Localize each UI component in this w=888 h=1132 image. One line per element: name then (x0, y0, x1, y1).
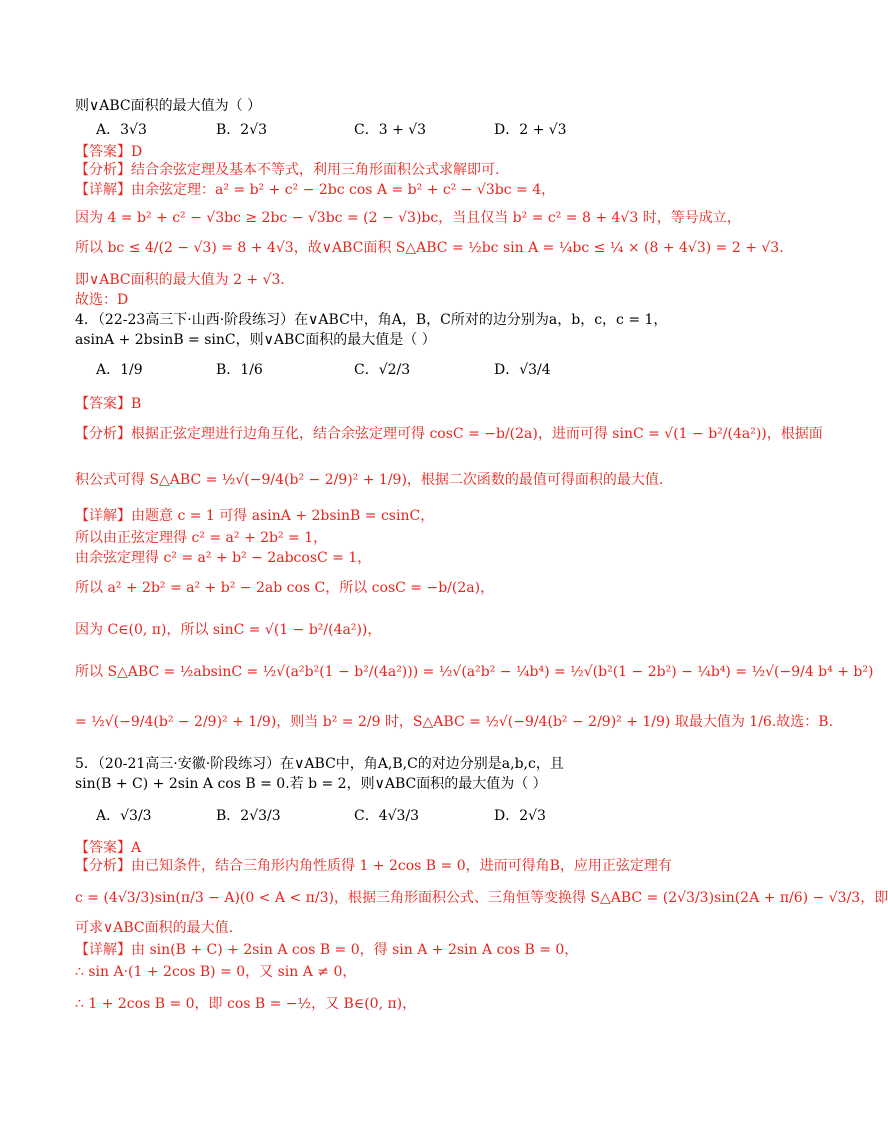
question-line: asinA + 2bsinB = sinC，则∨ABC面积的最大值是（ ） (75, 332, 436, 348)
question-line: sin(B + C) + 2sin A cos B = 0.若 b = 2，则∨ABC面积的最大值为（ ） (75, 776, 547, 792)
detail-line: ∴ 1 + 2cos B = 0，即 cos B = −½，又 B∈(0, π)， (75, 996, 417, 1012)
option-b: B．2√3/3 (216, 808, 281, 824)
option-d: D．2 + √3 (494, 122, 567, 138)
analysis-text: 【分析】根据正弦定理进行边角互化，结合余弦定理可得 cosC = −b/(2a)，进而可得 sinC = √(1 − b²/(4a²))，根据面 (75, 426, 823, 442)
detail-line: 因为 C∈(0, π)，所以 sinC = √(1 − b²/(4a²))， (75, 622, 382, 638)
detail-line: 所以 S△ABC = ½absinC = ½√(a²b²(1 − b²/(4a²))) = ½√(a²b² − ¼b⁴) = ½√(b²(1 − 2b²) − ¼b⁴) = ½√(−9/4 b⁴ + b²) (75, 664, 874, 680)
option-c: C．3 + √3 (354, 122, 427, 138)
analysis-text: 【分析】由已知条件，结合三角形内角性质得 1 + 2cos B = 0，进而可得角B，应用正弦定理有 (75, 858, 672, 874)
option-c: C．√2/3 (354, 362, 411, 378)
answer-label: 【答案】A (75, 840, 142, 856)
detail-line: 【详解】由题意 c = 1 可得 asinA + 2bsinB = csinC， (75, 508, 435, 524)
detail-line: 因为 4 = b² + c² − √3bc ≥ 2bc − √3bc = (2 − √3)bc，当且仅当 b² = c² = 8 + 4√3 时，等号成立， (75, 210, 741, 226)
option-c: C．4√3/3 (354, 808, 420, 824)
option-a: A．1/9 (96, 362, 143, 378)
detail-line: 【详解】由 sin(B + C) + 2sin A cos B = 0，得 sin A + 2sin A cos B = 0， (75, 942, 579, 958)
option-b: B．1/6 (216, 362, 263, 378)
question-line: 4．（22-23高三下·山西·阶段练习）在∨ABC中，角A，B，C所对的边分别为a，b，c，c = 1， (75, 312, 668, 328)
option-d: D．2√3 (494, 808, 546, 824)
detail-line: 【详解】由余弦定理：a² = b² + c² − 2bc cos A = b² + c² − √3bc = 4， (75, 182, 556, 198)
analysis-text: 【分析】结合余弦定理及基本不等式，利用三角形面积公式求解即可. (75, 162, 500, 178)
detail-line: ∴ sin A·(1 + 2cos B) = 0，又 sin A ≠ 0， (75, 964, 357, 980)
detail-line: 所以由正弦定理得 c² = a² + 2b² = 1， (75, 530, 328, 546)
detail-line: = ½√(−9/4(b² − 2/9)² + 1/9)，则当 b² = 2/9 时，S△ABC = ½√(−9/4(b² − 2/9)² + 1/9) 取最大值为 1/6.故选：B. (75, 714, 834, 730)
option-b: B．2√3 (216, 122, 268, 138)
option-a: A．3√3 (96, 122, 147, 138)
detail-line: 所以 a² + 2b² = a² + b² − 2ab cos C，所以 cosC = −b/(2a)， (75, 580, 495, 596)
option-a: A．√3/3 (96, 808, 152, 824)
answer-label: 【答案】B (75, 396, 142, 412)
analysis-text: 积公式可得 S△ABC = ½√(−9/4(b² − 2/9)² + 1/9)，根据二次函数的最值可得面积的最大值. (75, 472, 664, 488)
detail-line: 由余弦定理得 c² = a² + b² − 2abcosC = 1， (75, 550, 372, 566)
analysis-text: c = (4√3/3)sin(π/3 − A)(0 < A < π/3)，根据三角形面积公式、三角恒等变换得 S△ABC = (2√3/3)sin(2A + π/6) − √3/3，即 (75, 890, 888, 906)
option-d: D．√3/4 (494, 362, 551, 378)
analysis-text: 可求∨ABC面积的最大值. (75, 920, 234, 936)
detail-line: 即∨ABC面积的最大值为 2 + √3. (75, 272, 285, 288)
question-tail: 则∨ABC面积的最大值为（ ） (75, 98, 262, 114)
choose-line: 故选：D (75, 292, 129, 308)
answer-label: 【答案】D (75, 144, 143, 160)
question-line: 5．（20-21高三·安徽·阶段练习）在∨ABC中，角A,B,C的对边分别是a,b,c，且 (75, 756, 564, 772)
detail-line: 所以 bc ≤ 4/(2 − √3) = 8 + 4√3，故∨ABC面积 S△ABC = ½bc sin A = ¼bc ≤ ¼ × (8 + 4√3) = 2 + √3. (75, 240, 784, 256)
